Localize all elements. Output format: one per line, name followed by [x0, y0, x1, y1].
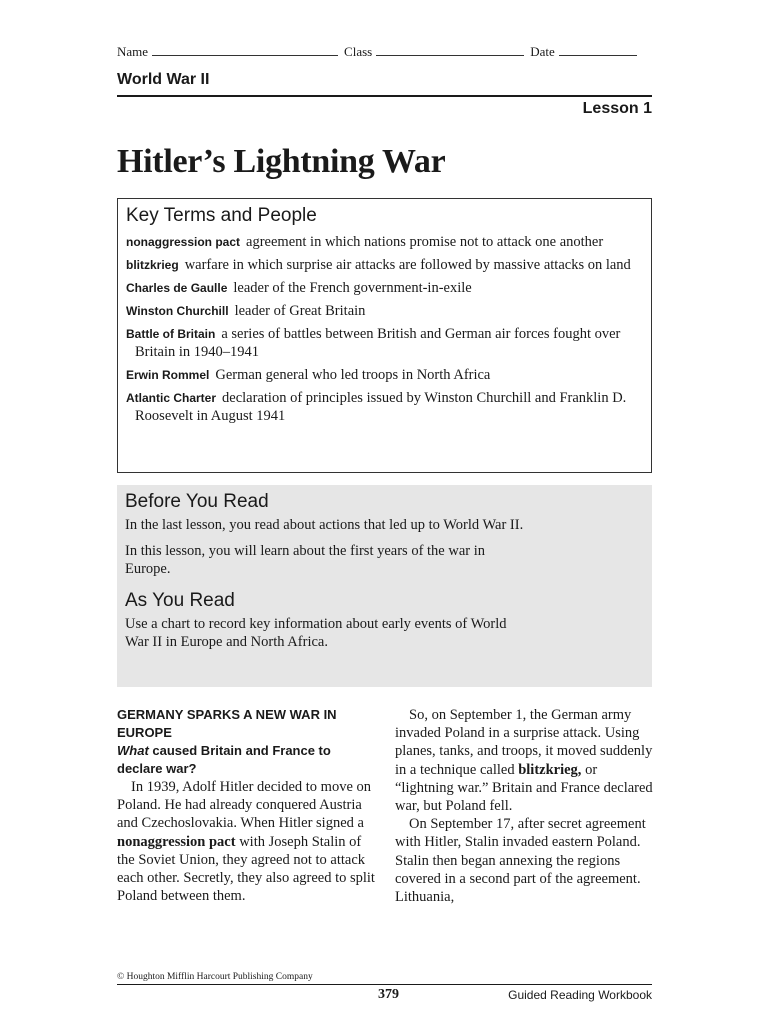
key-term-definition: agreement in which nations promise not to attack one another — [246, 234, 604, 250]
key-term — [126, 279, 643, 297]
key-term-inline: nonaggression pact — [117, 833, 236, 850]
question-text: caused Britain and France to declare war? — [117, 743, 331, 776]
key-term-inline: blitzkrieg, — [518, 761, 582, 778]
body-paragraph — [395, 706, 653, 815]
paragraph-text: So, on September 1, the German army invaded Poland in a surprise attack. Using planes, tanks, and troops, it moved suddenly in a technique called — [395, 707, 653, 778]
key-term-definition: warfare in which surprise air attacks are followed by massive attacks on land — [184, 257, 631, 273]
footer-divider — [117, 984, 652, 985]
key-term-definition: leader of the French government-in-exile — [233, 280, 472, 296]
paragraph-text: with Joseph Stalin of the Soviet Union, they agreed not to attack each other. Secretly, they also agreed to split Poland between them. — [117, 833, 375, 905]
before-you-read-paragraph: In the last lesson, you read about actions that led up to World War II. — [125, 517, 524, 533]
key-term — [126, 389, 643, 425]
class-label: Class — [344, 44, 373, 59]
unit-title: World War II — [117, 71, 210, 88]
reading-guide-box — [117, 485, 652, 687]
key-term-definition: German general who led troops in North Africa — [215, 367, 491, 383]
key-term — [126, 256, 643, 274]
question-emphasis: What — [117, 743, 149, 758]
paragraph-text: or “lightning war.” Britain and France declared war, but Poland fell. — [395, 761, 653, 815]
text-column-left — [117, 706, 375, 905]
date-label: Date — [530, 44, 555, 59]
key-term-name: Charles de Gaulle — [126, 281, 228, 295]
lesson-label: Lesson 1 — [582, 100, 652, 117]
section-heading: GERMANY SPARKS A NEW WAR IN EUROPE — [117, 707, 337, 740]
paragraph-text: In 1939, Adolf Hitler decided to move on Poland. He had already conquered Austria and Czechoslovakia. When Hitler signed a — [117, 779, 372, 832]
as-you-read-heading: As You Read — [125, 590, 235, 611]
key-term-name: Erwin Rommel — [126, 368, 210, 382]
key-term — [126, 302, 643, 320]
text-column-right — [395, 706, 653, 906]
key-term-name: blitzkrieg — [126, 258, 179, 272]
page-title: Hitler’s Lightning War — [117, 143, 446, 180]
name-label: Name — [117, 44, 149, 59]
before-you-read-paragraph: In this lesson, you will learn about the first years of the war in Europe. — [125, 543, 486, 577]
copyright-notice: © Houghton Mifflin Harcourt Publishing Company — [117, 972, 313, 982]
name-blank-line — [152, 44, 338, 56]
key-terms-heading: Key Terms and People — [126, 205, 317, 226]
key-term-name: Battle of Britain — [126, 327, 216, 341]
as-you-read-paragraph: Use a chart to record key information about early events of World War II in Europe and North Africa. — [125, 616, 507, 650]
key-term — [126, 325, 643, 361]
key-term-name: Winston Churchill — [126, 304, 229, 318]
key-term-definition: leader of Great Britain — [234, 303, 366, 319]
key-term-name: nonaggression pact — [126, 235, 241, 249]
workbook-title: Guided Reading Workbook — [508, 988, 652, 1002]
section-question — [117, 742, 375, 778]
page-number: 379 — [378, 987, 399, 1002]
key-term-definition: a series of battles between British and German air forces fought over Britain in 1940–1941 — [135, 326, 621, 360]
key-terms-box — [117, 198, 652, 473]
key-term-name: Atlantic Charter — [126, 391, 217, 405]
name-class-date-fields — [117, 44, 652, 60]
key-term-definition: declaration of principles issued by Winston Churchill and Franklin D. Roosevelt in August 1941 — [135, 390, 627, 424]
key-term — [126, 366, 643, 384]
body-paragraph — [117, 778, 375, 905]
header-divider — [117, 95, 652, 97]
class-blank-line — [376, 44, 524, 56]
date-blank-line — [559, 44, 637, 56]
body-paragraph: On September 17, after secret agreement with Hitler, Stalin invaded eastern Poland. Stalin then began annexing the regions covered in a second part of the agreement. Lithuania, — [395, 816, 646, 906]
key-term — [126, 233, 643, 251]
before-you-read-heading: Before You Read — [125, 491, 269, 512]
